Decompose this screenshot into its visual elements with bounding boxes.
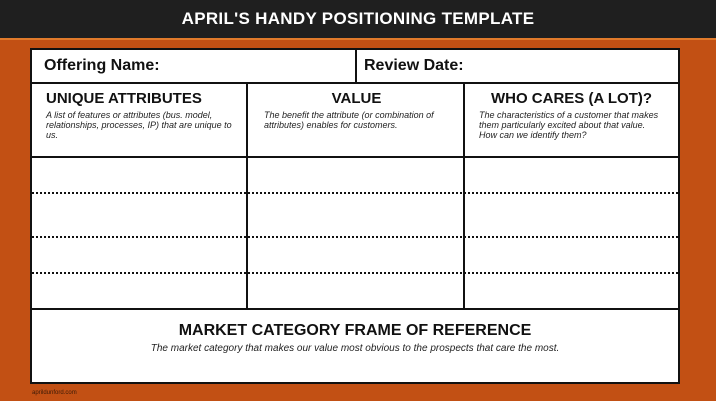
page-title: APRIL'S HANDY POSITIONING TEMPLATE [181,9,535,28]
column-unique-attributes [32,84,248,156]
market-category-title: MARKET CATEGORY FRAME OF REFERENCE [178,322,532,339]
column-description: The characteristics of a customer that makes them particularly excited about that value. How can we identify them? [479,110,659,140]
review-date-label: Review Date: [364,57,464,74]
column-divider [246,158,248,308]
column-description: The benefit the attribute (or combination of attributes) enables for customers. [264,110,434,130]
column-title: WHO CARES (A LOT)? [490,90,653,107]
entry-grid[interactable] [32,158,678,310]
row-divider [32,236,678,238]
offering-name-label: Offering Name: [44,57,160,74]
footer-credit: aprildunford.com [32,390,77,396]
offering-name-field[interactable] [32,50,357,82]
row-divider [32,192,678,194]
header-fields-row [32,50,678,84]
title-bar [0,0,716,40]
column-value [248,84,465,156]
column-title: VALUE [331,90,382,107]
positioning-template [30,48,680,384]
review-date-field[interactable] [357,50,678,82]
market-category-section[interactable] [32,310,678,382]
column-divider [463,158,465,308]
row-divider [32,272,678,274]
column-title: UNIQUE ATTRIBUTES [46,90,202,107]
column-headers [32,84,678,158]
market-category-description: The market category that makes our value most obvious to the prospects that care the most. [150,343,560,354]
column-description: A list of features or attributes (bus. model, relationships, processes, IP) that are unique to us. [46,110,232,140]
column-who-cares [465,84,678,156]
